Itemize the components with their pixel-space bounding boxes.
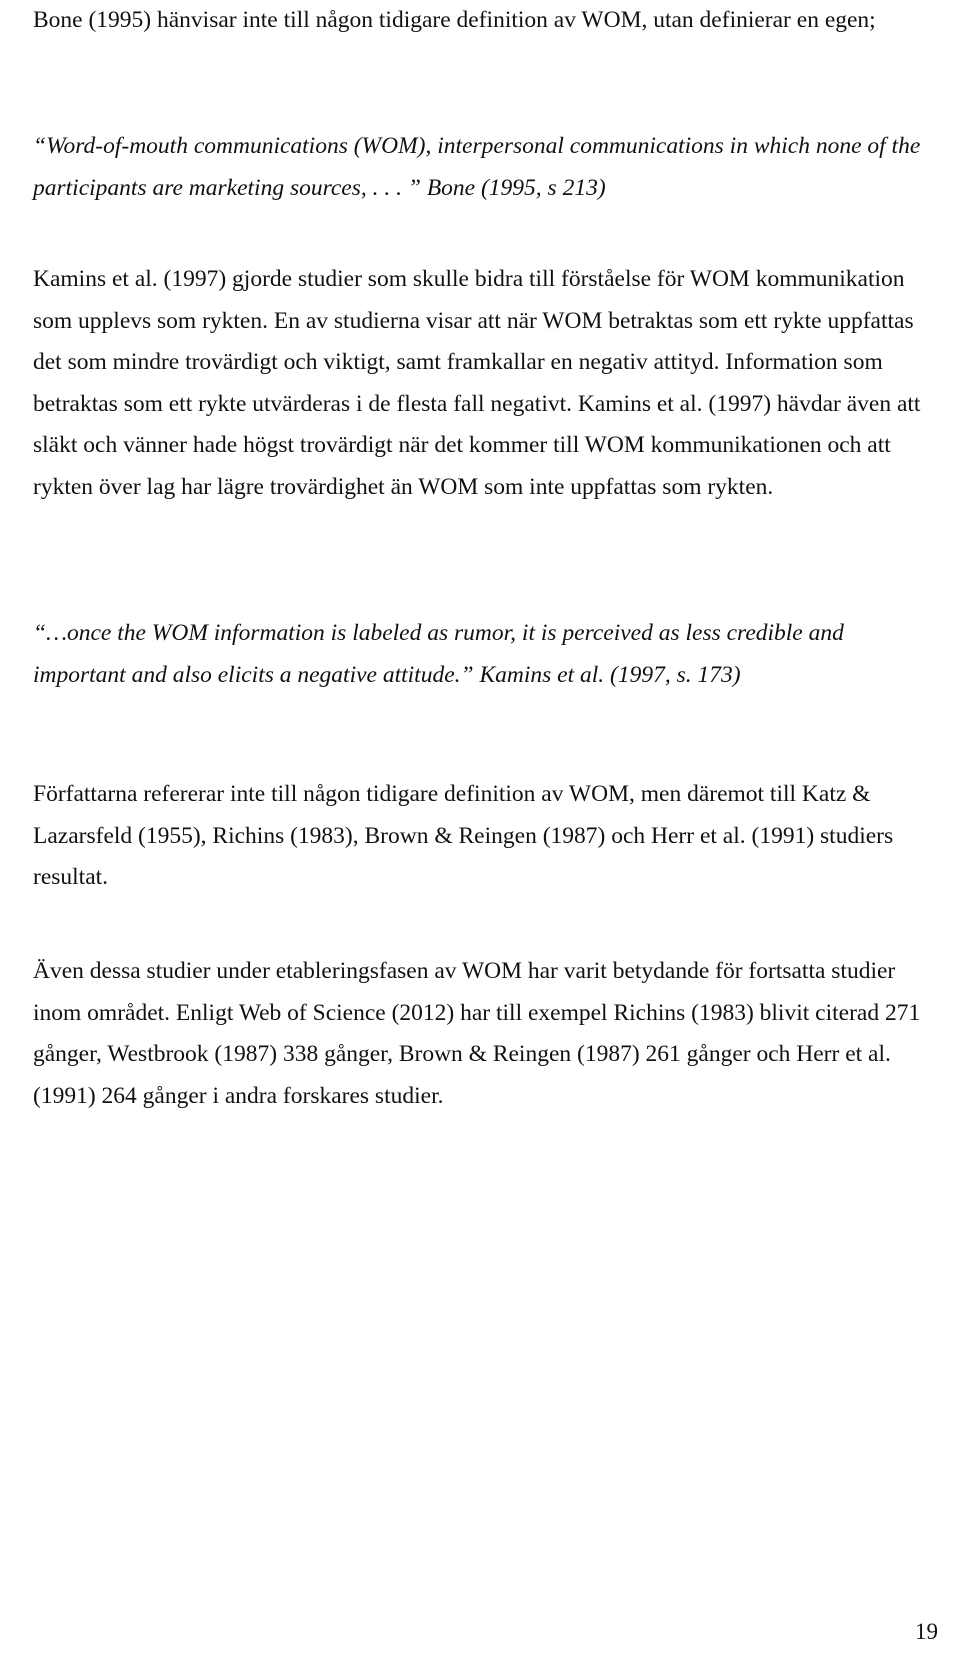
paragraph-authors-references: Författarna refererar inte till någon tidigare definition av WOM, men däremot till Katz & Lazarsfeld (1955), Richins (1983), Brown & Reingen (1987) och Herr et al. (1991) studiers resultat. [33,781,894,890]
paragraph-kamins-studies: Kamins et al. (1997) gjorde studier som skulle bidra till förståelse för WOM kommunikation som upplevs som rykten. En av studierna visar att när WOM betraktas som ett rykte uppfattas det som mindre trovärdigt och viktigt, samt framkallar en negativ attityd. Information som betraktas som ett rykte utvärderas i de flesta fall negativt. Kamins et al. (1997) hävdar även att släkt och vänner hade högst trovärdigt när det kommer till WOM kommunikationen och att rykten över lag har lägre trovärdighet än WOM som inte uppfattas som rykten. [33,266,921,500]
paragraph-bone-intro: Bone (1995) hänvisar inte till någon tidigare definition av WOM, utan definierar en egen; [33,7,876,33]
paragraph-establishment-phase: Även dessa studier under etableringsfasen av WOM har varit betydande för fortsatta studier inom området. Enligt Web of Science (2012) har till exempel Richins (1983) blivit citerad 271 gånger, Westbrook (1987) 338 gånger, Brown & Reingen (1987) 261 gånger och Herr et al. (1991) 264 gånger i andra forskares studier. [33,958,921,1109]
page-number: 19 [915,1619,938,1644]
quote-kamins: “…once the WOM information is labeled as rumor, it is perceived as less credible and important and also elicits a negative attitude.” Kamins et al. (1997, s. 173) [33,620,844,688]
quote-bone-definition: “Word-of-mouth communications (WOM), interpersonal communications in which none of the participants are marketing sources, . . . ” Bone (1995, s 213) [33,133,921,201]
